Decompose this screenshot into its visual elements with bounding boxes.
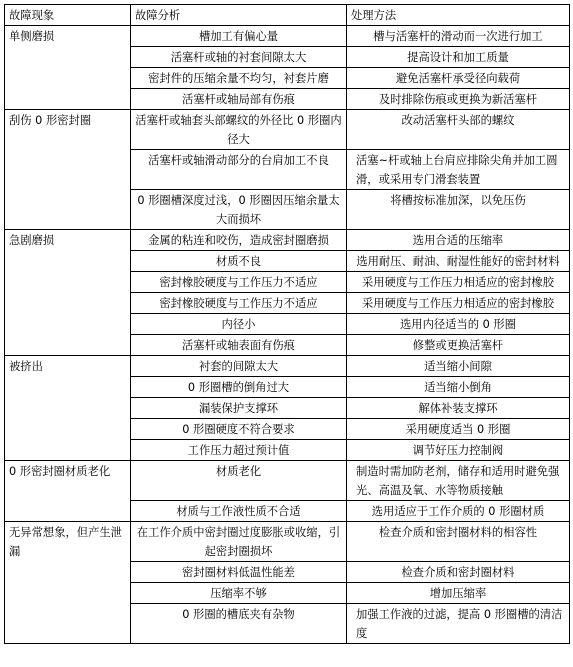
analysis-cell: 材质老化 xyxy=(131,461,347,501)
table-row xyxy=(5,26,570,47)
header-row xyxy=(5,5,570,26)
analysis-cell: 内径小 xyxy=(131,314,347,335)
method-cell: 避免活塞杆承受径向载荷 xyxy=(347,68,570,89)
symptom-cell: 被挤出 xyxy=(5,356,131,461)
method-cell: 选用合适的压缩率 xyxy=(347,230,570,251)
table-row xyxy=(5,522,570,562)
analysis-cell: 密封橡胶硬度与工作压力不适应 xyxy=(131,293,347,314)
method-cell: 解体补装支撑环 xyxy=(347,398,570,419)
analysis-cell: 0 形圈的槽底夹有杂物 xyxy=(131,604,347,644)
analysis-cell: 在工作介质中密封圈过度膨胀或收缩，引起密封圈损坏 xyxy=(131,522,347,562)
symptom-cell: 单侧磨损 xyxy=(5,26,131,110)
analysis-cell: 0 形圈槽深度过浅，0 形圈因压缩余量太大而损坏 xyxy=(131,190,347,230)
analysis-cell: 材质与工作液性质不合适 xyxy=(131,501,347,522)
method-cell: 修整或更换活塞杆 xyxy=(347,335,570,356)
analysis-cell: 漏装保护支撑环 xyxy=(131,398,347,419)
table-row xyxy=(5,110,570,150)
symptom-cell: 0 形密封圈材质老化 xyxy=(5,461,131,522)
method-cell: 提高设计和加工质量 xyxy=(347,47,570,68)
method-cell: 改动活塞杆头部的螺纹 xyxy=(347,110,570,150)
fault-table xyxy=(4,4,570,644)
analysis-cell: 活塞杆或轴表面有伤痕 xyxy=(131,335,347,356)
method-cell: 采用硬度适当 0 形圈 xyxy=(347,419,570,440)
analysis-cell: 活塞杆或轴的衬套间隙太大 xyxy=(131,47,347,68)
header-method: 处理方法 xyxy=(347,5,570,26)
analysis-cell: 0 形圈硬度不符合要求 xyxy=(131,419,347,440)
method-cell: 采用硬度与工作压力相适应的密封橡胶 xyxy=(347,293,570,314)
analysis-cell: 密封橡胶硬度与工作压力不适应 xyxy=(131,272,347,293)
symptom-cell: 无异常想象，但产生泄漏 xyxy=(5,522,131,644)
analysis-cell: 0 形圈槽的倒角过大 xyxy=(131,377,347,398)
method-cell: 及时排除伤痕或更换为新活塞杆 xyxy=(347,89,570,110)
table-body xyxy=(5,26,570,644)
analysis-cell: 压缩率不够 xyxy=(131,583,347,604)
analysis-cell: 材质不良 xyxy=(131,251,347,272)
method-cell: 选用耐压、耐油、耐湿性能好的密封材料 xyxy=(347,251,570,272)
method-cell: 增加压缩率 xyxy=(347,583,570,604)
header-analysis: 故障分析 xyxy=(131,5,347,26)
method-cell: 槽与活塞杆的滑动而一次进行加工 xyxy=(347,26,570,47)
method-cell: 检查介质和密封圈材料 xyxy=(347,562,570,583)
analysis-cell: 密封圈材料低温性能差 xyxy=(131,562,347,583)
method-cell: 适当缩小间隙 xyxy=(347,356,570,377)
analysis-cell: 密封件的压缩余量不均匀，衬套片磨 xyxy=(131,68,347,89)
analysis-cell: 活塞杆或轴套头部螺纹的外径比 0 形圈内径大 xyxy=(131,110,347,150)
table-row xyxy=(5,230,570,251)
analysis-cell: 活塞杆或轴局部有伤痕 xyxy=(131,89,347,110)
method-cell: 活塞~杆或轴上台肩应排除尖角并加工圆滑，或采用专门滑套装置 xyxy=(347,150,570,190)
method-cell: 调节好压力控制阀 xyxy=(347,440,570,461)
method-cell: 选用内径适当的 0 形圈 xyxy=(347,314,570,335)
header-symptom: 故障现象 xyxy=(5,5,131,26)
symptom-cell: 急剧磨损 xyxy=(5,230,131,356)
method-cell: 将槽按标准加深，以免压伤 xyxy=(347,190,570,230)
symptom-cell: 刮伤 0 形密封圈 xyxy=(5,110,131,230)
analysis-cell: 活塞杆或轴滑动部分的台肩加工不良 xyxy=(131,150,347,190)
analysis-cell: 槽加工有偏心量 xyxy=(131,26,347,47)
table-row xyxy=(5,461,570,501)
method-cell: 加强工作液的过滤，提高 0 形圈槽的清洁度 xyxy=(347,604,570,644)
analysis-cell: 衬套的间隙太大 xyxy=(131,356,347,377)
method-cell: 采用硬度与工作压力相适应的密封橡胶 xyxy=(347,272,570,293)
method-cell: 制造时需加防老剂，储存和适用时避免强光、高温及氧、水等物质接触 xyxy=(347,461,570,501)
table-row xyxy=(5,356,570,377)
analysis-cell: 工作压力超过预计值 xyxy=(131,440,347,461)
method-cell: 适当缩小倒角 xyxy=(347,377,570,398)
analysis-cell: 金属的粘连和咬伤，造成密封圈磨损 xyxy=(131,230,347,251)
method-cell: 检查介质和密封圈材料的相容性 xyxy=(347,522,570,562)
method-cell: 选用适应于工作介质的 0 形圈材质 xyxy=(347,501,570,522)
